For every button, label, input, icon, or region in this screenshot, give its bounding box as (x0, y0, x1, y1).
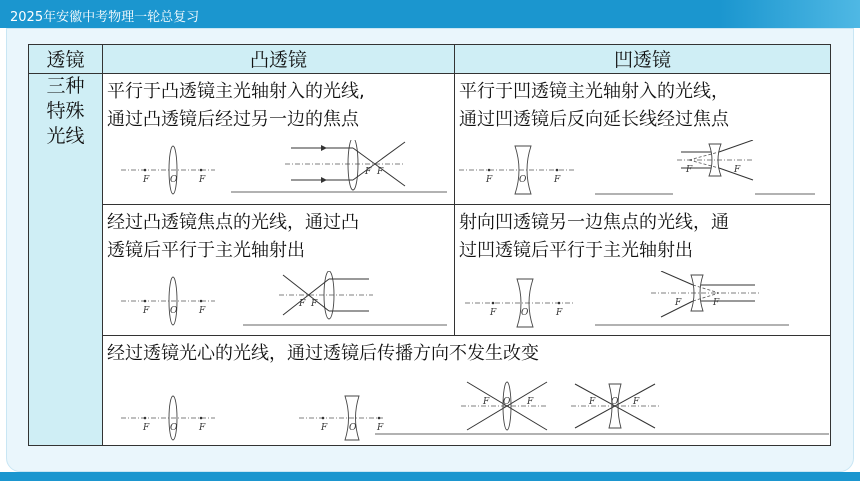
virtual-ray (693, 285, 719, 293)
convex-focus-diagram (103, 271, 453, 331)
focus-point (488, 168, 491, 171)
focus-label: F (486, 174, 493, 185)
focus-label: F (556, 307, 563, 318)
optical-center-text: 经过透镜光心的光线，通过透镜后传播方向不发生改变 (107, 342, 539, 364)
focus-point (322, 416, 325, 419)
arrow-icon (321, 177, 327, 183)
focus-label: F (143, 174, 150, 185)
header-concave: 凹透镜 (455, 45, 831, 74)
focus-label: F (675, 297, 682, 308)
focus-label: F (490, 307, 497, 318)
focus-point (200, 168, 203, 171)
focus-label: F (686, 164, 693, 175)
focus-point (200, 299, 203, 302)
focus-label: F (199, 174, 206, 185)
focus-point (144, 299, 147, 302)
focus-point (144, 168, 147, 171)
focus-label: F (377, 422, 384, 433)
cell-concave-parallel (455, 73, 831, 204)
center-label: O (503, 396, 511, 407)
focus-label: F (554, 174, 561, 185)
center-label: O (611, 396, 619, 407)
header-convex: 凸透镜 (103, 45, 455, 74)
concave-parallel-diagram (455, 140, 827, 200)
focus-point (378, 416, 381, 419)
incident-ray (283, 275, 329, 311)
course-title: 2025年安徽中考物理一轮总复习 (10, 10, 200, 25)
center-label: O (170, 305, 178, 316)
top-banner (0, 0, 860, 28)
convex-parallel-text: 平行于凸透镜主光轴射入的光线, 通过凸透镜后经过另一边的焦点 (107, 80, 365, 130)
focus-label: F (199, 305, 206, 316)
focus-label: F (483, 396, 490, 407)
focus-label: F (713, 297, 720, 308)
lens-rays-table (28, 44, 831, 446)
incident-ray (661, 271, 693, 285)
cell-convex-focus (103, 204, 455, 335)
convex-focus-text: 经过凸透镜焦点的光线，通过凸 透镜后平行于主光轴射出 (107, 211, 359, 261)
row-header-text: 三种 特殊 光线 (46, 74, 85, 147)
focus-label: F (143, 422, 150, 433)
focus-label: F (589, 396, 596, 407)
concave-parallel-text: 平行于凹透镜主光轴射入的光线， 通过凹透镜后反向延长线经过焦点 (459, 80, 729, 130)
center-label: O (349, 422, 357, 433)
focus-point (558, 301, 561, 304)
focus-point (492, 301, 495, 304)
focus-label: F (734, 164, 741, 175)
focus-point (200, 416, 203, 419)
focus-label: F (377, 166, 384, 177)
bottom-banner (0, 472, 860, 481)
focus-point (556, 168, 559, 171)
focus-label: F (365, 166, 372, 177)
header-lens: 透镜 (29, 45, 103, 74)
focus-label: F (299, 298, 306, 309)
incident-ray (283, 279, 329, 315)
focus-label: F (143, 305, 150, 316)
focus-label: F (199, 422, 206, 433)
center-label: O (521, 307, 529, 318)
cell-convex-parallel (103, 73, 455, 204)
focus-label: F (527, 396, 534, 407)
virtual-ray (689, 160, 719, 168)
center-label: O (519, 174, 527, 185)
center-label: O (170, 174, 178, 185)
focus-label: F (633, 396, 640, 407)
refracted-ray (719, 140, 753, 152)
cell-optical-center (103, 335, 831, 445)
center-label: O (170, 422, 178, 433)
banner-accent (720, 0, 860, 28)
concave-focus-text: 射向凹透镜另一边焦点的光线，通 过凹透镜后平行于主光轴射出 (459, 211, 729, 261)
virtual-ray (689, 152, 719, 160)
arrow-icon (321, 145, 327, 151)
convex-parallel-diagram (103, 140, 453, 200)
focus-label: F (321, 422, 328, 433)
focus-label: F (311, 298, 318, 309)
cell-concave-focus (455, 204, 831, 335)
concave-focus-diagram (455, 271, 827, 331)
optical-center-diagrams (103, 376, 829, 442)
row-header-special-rays (29, 73, 103, 445)
focus-point (144, 416, 147, 419)
